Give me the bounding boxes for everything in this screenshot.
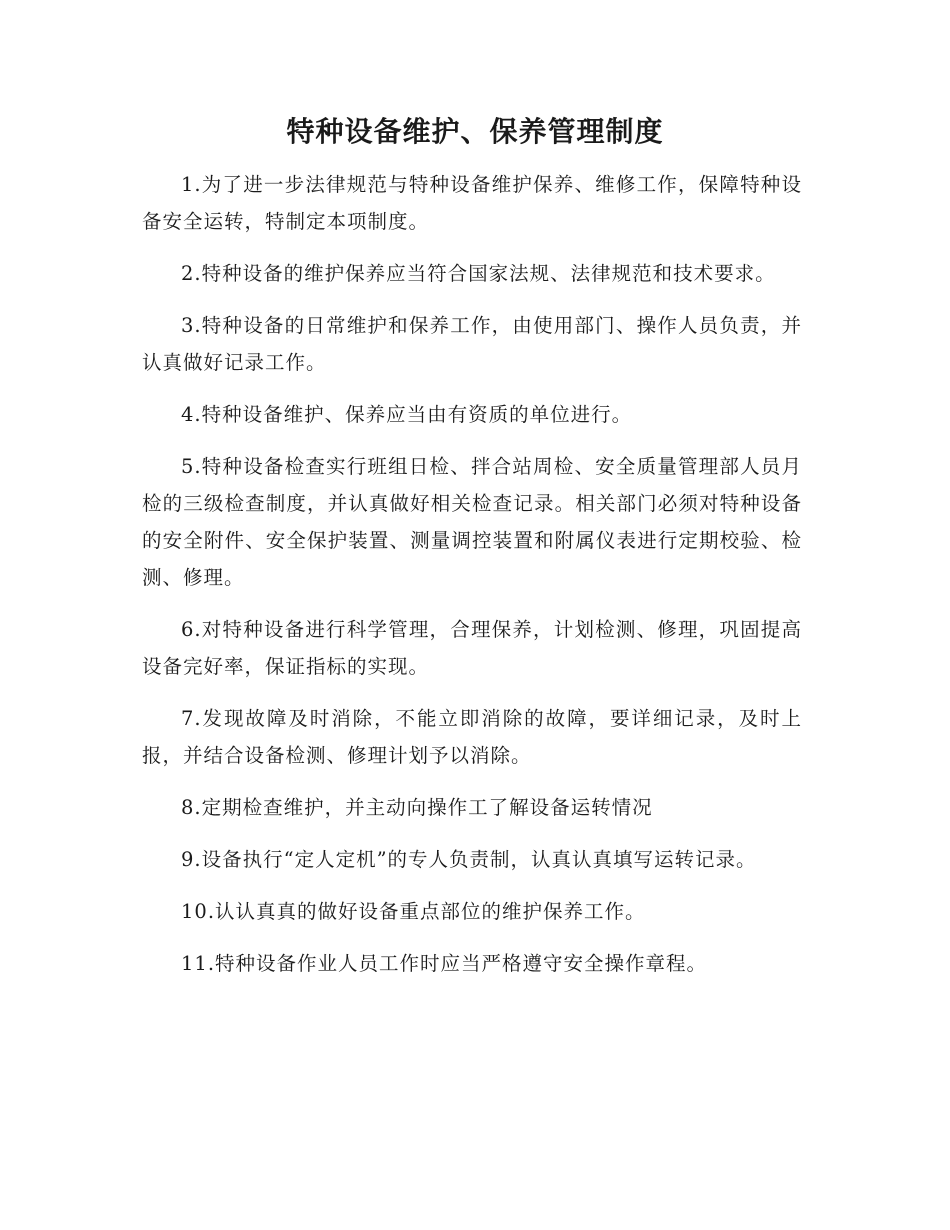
paragraph-11: 11.特种设备作业人员工作时应当严格遵守安全操作章程。 bbox=[181, 952, 708, 975]
paragraph-4: 4.特种设备维护、保养应当由有资质的单位进行。 bbox=[181, 403, 633, 426]
paragraph-2: 2.特种设备的维护保养应当符合国家法规、法律规范和技术要求。 bbox=[181, 262, 776, 285]
paragraph-8: 8.定期检查维护，并主动向操作工了解设备运转情况 bbox=[181, 796, 653, 819]
paragraph-9: 9.设备执行“定人定机”的专人负责制，认真认真填写运转记录。 bbox=[181, 848, 757, 871]
paragraph-1: 1.为了进一步法律规范与特种设备维护保养、维修工作，保障特种设备安全运转，特制定本项制度。 bbox=[142, 173, 802, 233]
document-body bbox=[142, 166, 802, 997]
paragraph-6: 6.对特种设备进行科学管理，合理保养，计划检测、修理，巩固提高设备完好率，保证指标的实现。 bbox=[142, 618, 802, 678]
paragraph-3: 3.特种设备的日常维护和保养工作，由使用部门、操作人员负责，并认真做好记录工作。 bbox=[142, 314, 802, 374]
paragraph-5: 5.特种设备检查实行班组日检、拌合站周检、安全质量管理部人员月检的三级检查制度，并认真做好相关检查记录。相关部门必须对特种设备的安全附件、安全保护装置、测量调控装置和附属仪表进行定期校验、检测、修理。 bbox=[142, 455, 802, 589]
document-title: 特种设备维护、保养管理制度 bbox=[286, 115, 664, 148]
paragraph-7: 7.发现故障及时消除，不能立即消除的故障，要详细记录，及时上报，并结合设备检测、修理计划予以消除。 bbox=[142, 707, 802, 767]
paragraph-10: 10.认认真真的做好设备重点部位的维护保养工作。 bbox=[181, 900, 646, 923]
